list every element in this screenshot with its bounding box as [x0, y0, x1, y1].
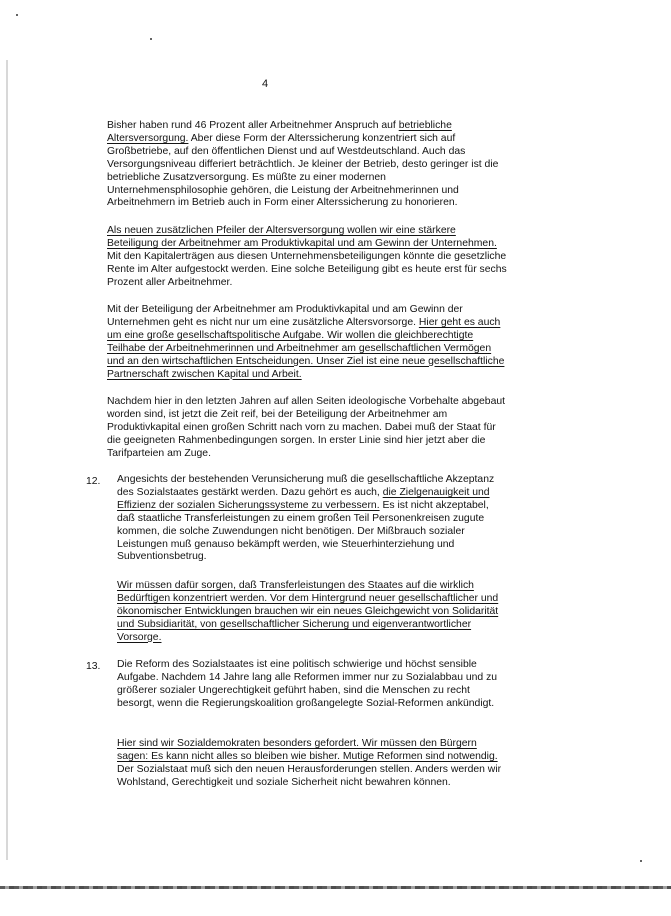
item-13-paragraph: Die Reform des Sozialstaates ist eine politisch schwierige und höchst sensible Aufgabe. Nachdem 14 Jahre lang alle Reformen immer nur zu Sozialabbau und zu größerer sozialer Ungerechtigkeit geführt haben, sind die Menschen zu recht besorgt, wenn die Regierungskoalition großangelegte Sozial-Reformen ankündigt. [117, 659, 498, 709]
underlined-text: Hier sind wir Sozialdemokraten besonders gefordert. Wir müssen den Bürgern sagen: Es kann nicht alles so bleiben wie bisher. Mutige Reformen sind notwendig. [117, 738, 498, 762]
text-run: Es ist nicht akzeptabel, daß staatliche Transferleistungen zu einem großen Teil Personenkreisen zugute kommen, die solche Zuwendungen nicht benötigen. Der Mißbrauch sozialer Leistungen muß genauso bekämpft werden, wie Steuerhinterziehung und Subventionsbetrug. [117, 499, 489, 563]
item-13-paragraph-2 [117, 738, 505, 790]
text-run: Mit der Beteiligung der Arbeitnehmer am Produktivkapital und am Gewinn der Unternehmen geht es nicht nur um eine zusätzliche Altersvorsorge. [107, 304, 463, 328]
underlined-text: Als neuen zusätzlichen Pfeiler der Altersversorgung wollen wir eine stärkere Beteiligung der Arbeitnehmer am Produktivkapital und am Gewinn der Unternehmen. [107, 225, 497, 249]
paragraph-2 [107, 225, 507, 290]
text-run: Aber diese Form der Alterssicherung konzentriert sich auf Großbetriebe, auf den öffentlichen Dienst und auf Westdeutschland. Auch das Versorgungsniveau differiert beträchtlich. Je kleiner der Betrieb, desto geringer ist die betriebliche Zusatzversorgung. Es müßte zu einer modernen Unternehmensphilosophie gehören, die Leistung der Arbeitnehmerinnen und Arbeitnehmern im Betrieb auch in Form einer Alterssicherung zu honorieren. [107, 132, 499, 209]
paragraph-4: Nachdem hier in den letzten Jahren auf allen Seiten ideologische Vorbehalte abgebaut worden sind, ist jetzt die Zeit reif, bei der Beteiligung der Arbeitnehmer am Produktivkapital einen großen Schritt nach vorn zu machen. Dabei muß der Staat für die geeigneten Rahmenbedingungen sorgen. In erster Linie sind hier jetzt aber die Tarifparteien am Zuge. [107, 396, 506, 459]
scan-edge-bottom [0, 886, 671, 889]
text-run: Mit den Kapitalerträgen aus diesen Unternehmensbeteiligungen könnte die gesetzliche Rente im Alter aufgestockt werden. Eine solche Beteiligung gibt es heute erst für sechs Prozent aller Arbeitnehmer. [107, 250, 507, 288]
underlined-text: die Zielgenauigkeit und Effizienz der sozialen Sicherungssysteme zu verbessern. [117, 486, 490, 511]
scan-speck [640, 860, 642, 862]
item-number-12: 12. [86, 476, 101, 487]
item-number-13: 13. [86, 661, 101, 672]
item-12-paragraph-2: Wir müssen dafür sorgen, daß Transferleistungen des Staates auf die wirklich Bedürftigen konzentriert werden. Vor dem Hintergrund neuer gesellschaftlicher und ökonomischer Entwicklungen brauchen wir ein neues Gleichgewicht von Solidarität und Subsidiarität, von gesellschaftlicher Sicherung und eigenverantwortlicher Vorsorge. [117, 580, 499, 643]
underlined-text: betriebliche Altersversorgung. [107, 120, 452, 144]
scan-speck [16, 14, 18, 16]
text-run: Angesichts der bestehenden Verunsicherung muß die gesellschaftliche Akzeptanz des Sozialstaates gestärkt werden. Dazu gehört es auch, [117, 474, 495, 498]
text-run: Bisher haben rund 46 Prozent aller Arbeitnehmer Anspruch auf [107, 120, 399, 131]
underlined-text: Hier geht es auch um eine große gesellschaftspolitische Aufgabe. Wir wollen die gleichberechtigte Teilhabe der Arbeitnehmerinnen und Arbeitnehmer am gesellschaftlichen Vermögen und an den wirtschaftlichen Entscheidungen. Unser Ziel ist eine neue gesellschaftliche Partnerschaft zwischen Kapital und Arbeit. [107, 316, 505, 380]
paragraph-3 [107, 304, 507, 381]
paragraph-1 [107, 120, 507, 210]
page-number: 4 [261, 78, 269, 90]
scan-edge [6, 60, 8, 860]
item-12-paragraph [117, 474, 505, 564]
text-run: Der Sozialstaat muß sich den neuen Herausforderungen stellen. Anders werden wir Wohlstand, Gerechtigkeit und soziale Sicherheit nicht bewahren können. [117, 763, 502, 788]
scan-speck [150, 38, 152, 40]
